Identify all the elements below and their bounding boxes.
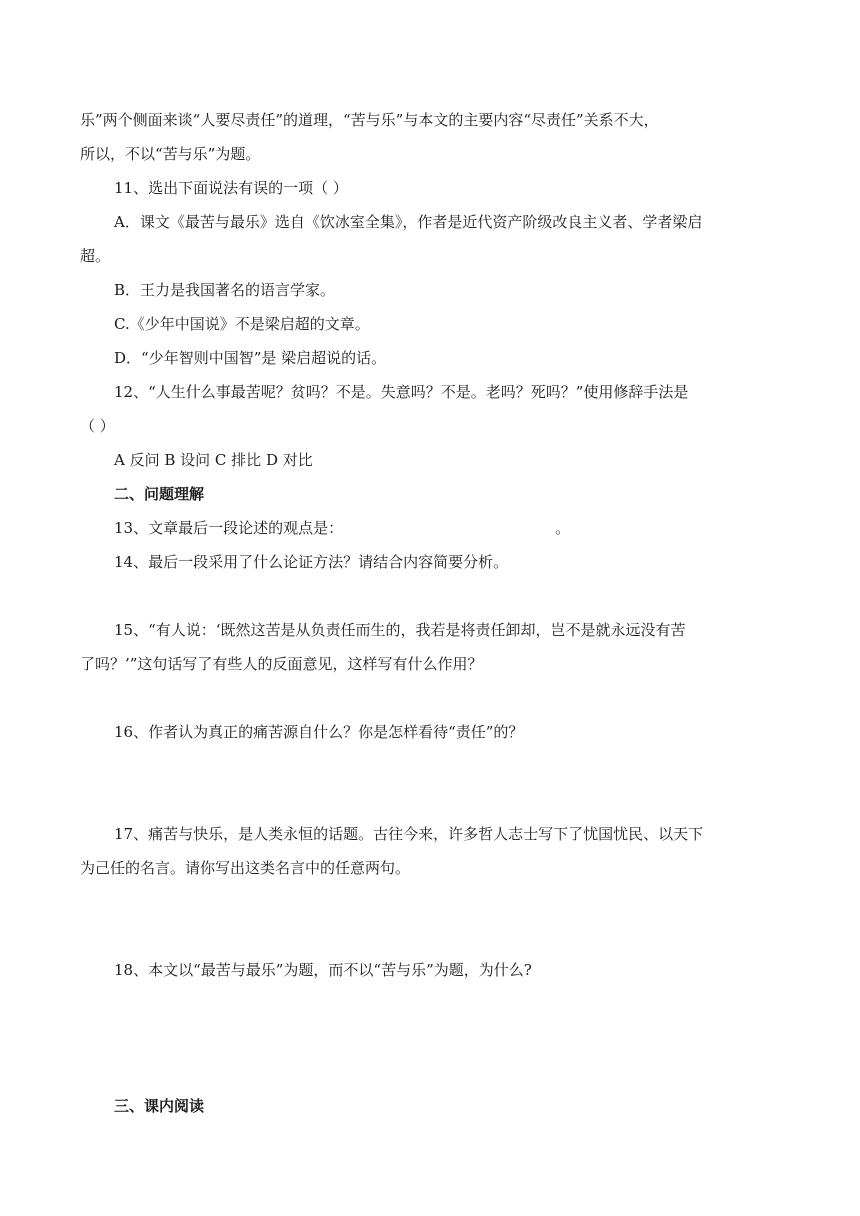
question-16: 16、作者认为真正的痛苦源自什么？你是怎样看待“责任”的？	[114, 723, 524, 741]
question-15-line-1: 15、“有人说：‘既然这苦是从负责任而生的，我若是将责任卸却，岂不是就永远没有苦	[114, 621, 686, 639]
question-11-option-a-line-2: 超。	[80, 247, 111, 265]
question-12-options: A 反问 B 设问 C 排比 D 对比	[114, 451, 313, 469]
question-12-stem-line-1: 12、“人生什么事最苦呢？贫吗？不是。失意吗？不是。老吗？死吗？”使用修辞手法是	[114, 383, 689, 401]
question-11-option-b: B．王力是我国著名的语言学家。	[114, 281, 336, 299]
question-17-line-2: 为己任的名言。请你写出这类名言中的任意两句。	[80, 859, 411, 877]
question-11-option-a-line-1: A．课文《最苦与最乐》选自《饮冰室全集》，作者是近代资产阶级改良主义者、学者梁启	[114, 213, 703, 231]
section-3-heading: 三、课内阅读	[114, 1097, 205, 1115]
question-12-stem-line-2: （ ）	[80, 417, 115, 435]
question-17-line-1: 17、痛苦与快乐，是人类永恒的话题。古往今来，许多哲人志士写下了忧国忧民、以天下	[114, 825, 704, 843]
question-11-option-c: C.《少年中国说》不是梁启超的文章。	[114, 315, 370, 333]
intro-continuation-line-1: 乐”两个侧面来谈“人要尽责任”的道理，“苦与乐”与本文的主要内容“尽责任”关系不大，	[80, 111, 659, 129]
question-13-text: 13、文章最后一段论述的观点是：	[114, 519, 344, 537]
question-13	[114, 518, 810, 538]
question-15-line-2: 了吗？’”这句话写了有些人的反面意见，这样写有什么作用？	[80, 655, 483, 673]
question-14: 14、最后一段采用了什么论证方法？请结合内容简要分析。	[114, 553, 509, 571]
question-13-end-mark: 。	[555, 519, 571, 537]
question-11-stem: 11、选出下面说法有误的一项（ ）	[114, 179, 348, 197]
section-2-heading: 二、问题理解	[114, 485, 205, 503]
intro-continuation-line-2: 所以，不以“苦与乐”为题。	[80, 145, 261, 163]
question-11-option-d: D．“少年智则中国智”是 梁启超说的话。	[114, 349, 387, 367]
question-18: 18、本文以“最苦与最乐”为题，而不以“苦与乐”为题，为什么?	[114, 961, 532, 979]
